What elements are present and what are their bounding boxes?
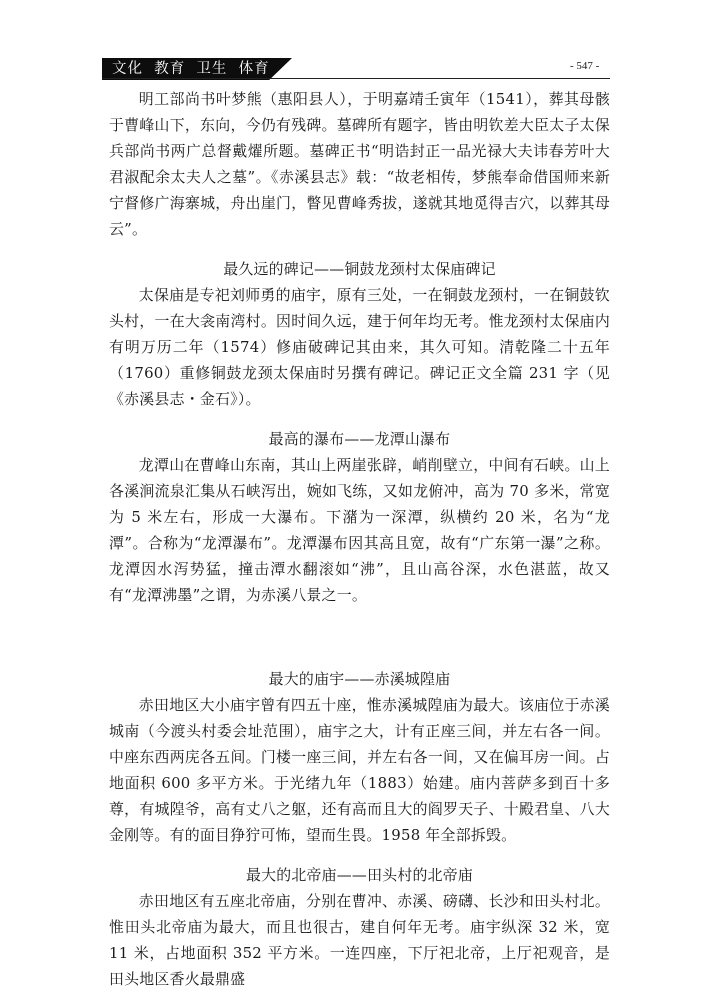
- heading-highest-waterfall: 最高的瀑布——龙潭山瀑布: [268, 430, 451, 448]
- paragraph-ye-mengxiong-tomb: 明工部尚书叶梦熊（惠阳县人），于明嘉靖壬寅年（1541），葬其母骸于曹峰山下，东向，今仍有残碑。墓碑所有题字，皆由明钦差大臣太子太保兵部尚书两广总督戴燿所题。墓碑正书“明诰封正一品光禄大夫讳春芳叶大君淑配余太夫人之墓”。《赤溪县志》载：“故老相传，梦熊奉命借国师来新宁督修广海寨城，舟出崖门，瞥见曹峰秀拔，遂就其地觅得吉穴，以葬其母云”。: [109, 90, 610, 238]
- section-gap: [109, 242, 610, 256]
- section-gap: [109, 848, 610, 862]
- section-gap: [109, 412, 610, 426]
- heading-oldest-stele: 最久远的碑记——铜鼓龙颈村太保庙碑记: [223, 260, 496, 278]
- heading-largest-beidi-temple: 最大的北帝庙——田头村的北帝庙: [245, 866, 474, 884]
- section-gap: [109, 608, 610, 666]
- paragraph-highest-waterfall: 龙潭山在曹峰山东南，其山上两崖张辟，峭削壁立，中间有石峡。山上各溪涧流泉汇集从石峡泻出，婉如飞练，又如龙俯冲，高为 70 多米，常宽为 5 米左右，形成一大瀑布。下潴为一深潭，纵横约 20 米，名为“龙潭”。合称为“龙潭瀑布”。龙潭瀑布因其高且宽，故有“广东第一瀑”之称。龙潭因水泻势猛，撞击潭水翻滚如“沸”，且山高谷深，水色湛蓝，故又有“龙潭沸墨”之谓，为赤溪八景之一。: [109, 456, 610, 604]
- header-rule: [102, 78, 610, 79]
- paragraph-largest-temple: 赤田地区大小庙宇曾有四五十座，惟赤溪城隍庙为最大。该庙位于赤溪城南（今渡头村委会址范围），庙宇之大，计有正座三间，并左右各一间。中座东西两庑各五间。门楼一座三间，并左右各一间，又在偏耳房一间。占地面积 600 多平方米。于光绪九年（1883）始建。庙内菩萨多到百十多尊，有城隍爷，高有丈八之躯，还有高而且大的阎罗天子、十殿君皇、八大金刚等。有的面目狰狞可怖，望而生畏。1958 年全部拆毁。: [109, 696, 610, 844]
- page-number: - 547 -: [570, 60, 600, 72]
- section-header-title: 文化 教育 卫生 体育: [112, 61, 270, 77]
- heading-largest-temple: 最大的庙宇——赤溪城隍庙: [268, 670, 451, 688]
- paragraph-largest-beidi-temple: 赤田地区有五座北帝庙，分别在曹冲、赤溪、磅礴、长沙和田头村北。惟田头北帝庙为最大，而且也很古，建自何年无考。庙宇纵深 32 米，宽 11 米，占地面积 352 平方米。一连四座，下厅祀北帝，上厅祀观音，是田头地区香火最鼎盛: [109, 892, 610, 988]
- page-body: [109, 86, 610, 992]
- paragraph-oldest-stele: 太保庙是专祀刘师勇的庙宇，原有三处，一在铜鼓龙颈村，一在铜鼓钦头村，一在大衾南湾村。因时间久远，建于何年均无考。惟龙颈村太保庙内有明万历二年（1574）修庙破碑记其由来，其久可知。清乾隆二十五年（1760）重修铜鼓龙颈太保庙时另撰有碑记。碑记正文全篇 231 字（见《赤溪县志・金石》）。: [109, 286, 610, 408]
